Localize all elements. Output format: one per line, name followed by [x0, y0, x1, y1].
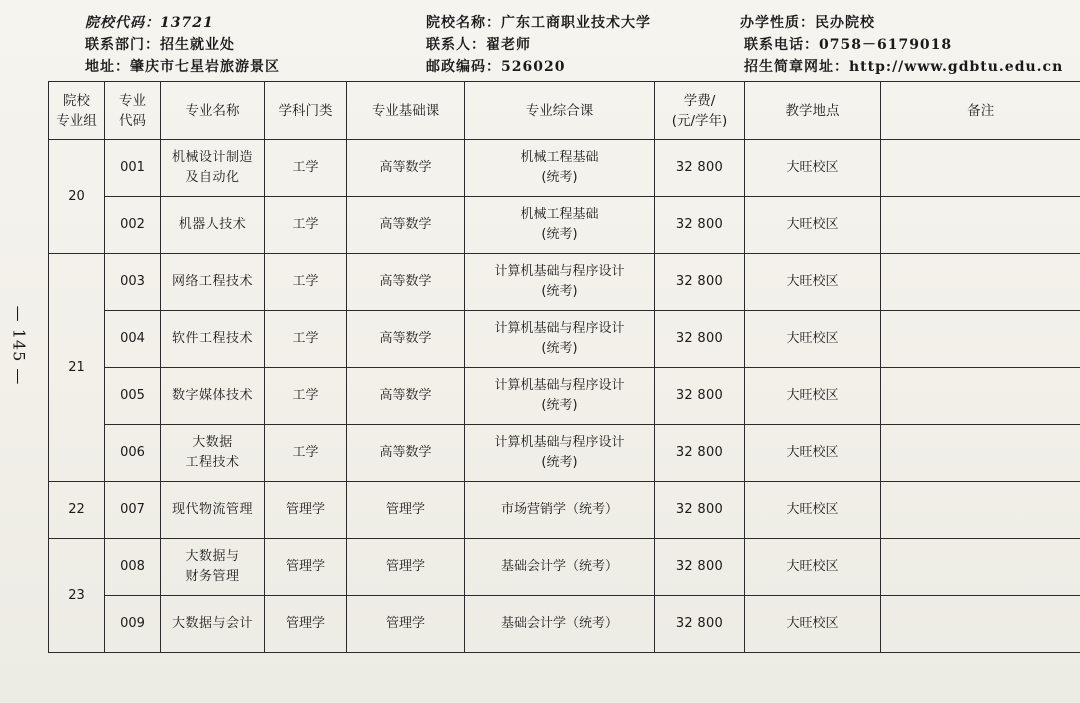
comprehensive-course-cell — [465, 254, 655, 311]
col-header-basic-course: 专业基础课 — [347, 82, 465, 140]
contact-phone: 联系电话：0758－6179018 — [744, 37, 953, 53]
name-text: 现代物流管理 — [171, 502, 253, 517]
location-cell: 大旺校区 — [745, 140, 881, 197]
basic-course-cell: 高等数学 — [347, 425, 465, 482]
col-header-location: 教学地点 — [745, 82, 881, 140]
group-cell: 22 — [49, 482, 105, 539]
comprehensive-text: 计算机基础与程序设计 (统考) — [494, 264, 625, 299]
basic-course-cell: 管理学 — [347, 596, 465, 653]
category-cell: 工学 — [265, 425, 347, 482]
school-address: 地址：肇庆市七星岩旅游景区 — [85, 59, 280, 75]
majors-table — [48, 81, 1080, 653]
code-cell: 004 — [105, 311, 161, 368]
contact-department: 联系部门：招生就业处 — [85, 37, 235, 53]
name-cell — [161, 254, 265, 311]
col-header-category: 学科门类 — [265, 82, 347, 140]
basic-course-cell: 高等数学 — [347, 254, 465, 311]
name-text: 软件工程技术 — [171, 331, 253, 346]
school-code: 院校代码：13721 — [85, 15, 214, 31]
postcode: 邮政编码：526020 — [426, 59, 566, 75]
code-cell: 009 — [105, 596, 161, 653]
remark-cell — [881, 368, 1080, 425]
location-cell: 大旺校区 — [745, 368, 881, 425]
col-header-fee-text: 学费/ (元/学年) — [671, 92, 728, 129]
remark-cell — [881, 482, 1080, 539]
table-row — [49, 311, 1080, 368]
col-header-fee — [655, 82, 745, 140]
comprehensive-course-cell — [465, 539, 655, 596]
name-cell — [161, 539, 265, 596]
code-cell: 008 — [105, 539, 161, 596]
page-number-text: — 145 — — [9, 305, 29, 385]
remark-cell — [881, 539, 1080, 596]
name-cell — [161, 425, 265, 482]
comprehensive-text: 计算机基础与程序设计 (统考) — [494, 378, 625, 413]
contact-person: 联系人：翟老师 — [426, 37, 531, 53]
col-header-group — [49, 82, 105, 140]
col-header-comprehensive-course: 专业综合课 — [465, 82, 655, 140]
col-header-name: 专业名称 — [161, 82, 265, 140]
table-row — [49, 140, 1080, 197]
comprehensive-course-cell — [465, 311, 655, 368]
comprehensive-course-cell — [465, 482, 655, 539]
location-cell: 大旺校区 — [745, 425, 881, 482]
comprehensive-text: 计算机基础与程序设计 (统考) — [494, 435, 625, 470]
group-cell: 21 — [49, 254, 105, 482]
name-text: 机械设计制造 及自动化 — [171, 150, 253, 185]
admission-website: 招生简章网址：http://www.gdbtu.edu.cn — [744, 59, 1064, 75]
group-cell: 23 — [49, 539, 105, 653]
name-cell — [161, 368, 265, 425]
remark-cell — [881, 311, 1080, 368]
basic-course-cell: 高等数学 — [347, 140, 465, 197]
comprehensive-text: 基础会计学（统考） — [500, 559, 618, 574]
fee-cell: 32 800 — [655, 254, 745, 311]
location-cell: 大旺校区 — [745, 254, 881, 311]
category-cell: 管理学 — [265, 539, 347, 596]
fee-cell: 32 800 — [655, 368, 745, 425]
category-cell: 工学 — [265, 368, 347, 425]
fee-cell: 32 800 — [655, 539, 745, 596]
name-cell — [161, 482, 265, 539]
basic-course-cell: 高等数学 — [347, 311, 465, 368]
name-cell — [161, 197, 265, 254]
category-cell: 管理学 — [265, 596, 347, 653]
fee-cell: 32 800 — [655, 140, 745, 197]
table-row — [49, 425, 1080, 482]
category-cell: 管理学 — [265, 482, 347, 539]
comprehensive-text: 机械工程基础 (统考) — [520, 207, 599, 242]
location-cell: 大旺校区 — [745, 539, 881, 596]
name-text: 机器人技术 — [178, 217, 247, 232]
category-cell: 工学 — [265, 197, 347, 254]
remark-cell — [881, 140, 1080, 197]
category-cell: 工学 — [265, 254, 347, 311]
remark-cell — [881, 425, 1080, 482]
col-header-code — [105, 82, 161, 140]
location-cell: 大旺校区 — [745, 482, 881, 539]
col-header-code-text: 专业 代码 — [119, 92, 146, 129]
comprehensive-course-cell — [465, 140, 655, 197]
group-cell: 20 — [49, 140, 105, 254]
name-cell — [161, 311, 265, 368]
table-row — [49, 197, 1080, 254]
table-header-row — [49, 82, 1080, 140]
code-cell: 001 — [105, 140, 161, 197]
comprehensive-text: 机械工程基础 (统考) — [520, 150, 599, 185]
name-cell — [161, 140, 265, 197]
basic-course-cell: 高等数学 — [347, 197, 465, 254]
comprehensive-course-cell — [465, 596, 655, 653]
table-row — [49, 368, 1080, 425]
code-cell: 007 — [105, 482, 161, 539]
comprehensive-course-cell — [465, 368, 655, 425]
page-number — [6, 300, 32, 390]
code-cell: 002 — [105, 197, 161, 254]
location-cell: 大旺校区 — [745, 596, 881, 653]
basic-course-cell: 管理学 — [347, 482, 465, 539]
code-cell: 006 — [105, 425, 161, 482]
comprehensive-text: 计算机基础与程序设计 (统考) — [494, 321, 625, 356]
table-row — [49, 596, 1080, 653]
name-text: 大数据 工程技术 — [185, 435, 240, 470]
comprehensive-course-cell — [465, 197, 655, 254]
name-cell — [161, 596, 265, 653]
fee-cell: 32 800 — [655, 482, 745, 539]
comprehensive-text: 市场营销学（统考） — [500, 502, 618, 517]
category-cell: 工学 — [265, 140, 347, 197]
remark-cell — [881, 254, 1080, 311]
fee-cell: 32 800 — [655, 425, 745, 482]
table-row — [49, 482, 1080, 539]
fee-cell: 32 800 — [655, 596, 745, 653]
category-cell: 工学 — [265, 311, 347, 368]
school-name: 院校名称：广东工商职业技术大学 — [426, 15, 651, 31]
name-text: 大数据与 财务管理 — [185, 549, 240, 584]
table-row — [49, 254, 1080, 311]
basic-course-cell: 管理学 — [347, 539, 465, 596]
remark-cell — [881, 197, 1080, 254]
remark-cell — [881, 596, 1080, 653]
table-row — [49, 539, 1080, 596]
comprehensive-course-cell — [465, 425, 655, 482]
code-cell: 003 — [105, 254, 161, 311]
location-cell: 大旺校区 — [745, 311, 881, 368]
name-text: 大数据与会计 — [171, 616, 253, 631]
school-info-header — [0, 0, 1080, 80]
school-type: 办学性质：民办院校 — [740, 15, 875, 31]
comprehensive-text: 基础会计学（统考） — [500, 616, 618, 631]
code-cell: 005 — [105, 368, 161, 425]
location-cell: 大旺校区 — [745, 197, 881, 254]
fee-cell: 32 800 — [655, 197, 745, 254]
name-text: 数字媒体技术 — [171, 388, 253, 403]
fee-cell: 32 800 — [655, 311, 745, 368]
name-text: 网络工程技术 — [171, 274, 253, 289]
basic-course-cell: 高等数学 — [347, 368, 465, 425]
col-header-group-text: 院校 专业组 — [56, 92, 97, 129]
col-header-remark: 备注 — [881, 82, 1080, 140]
